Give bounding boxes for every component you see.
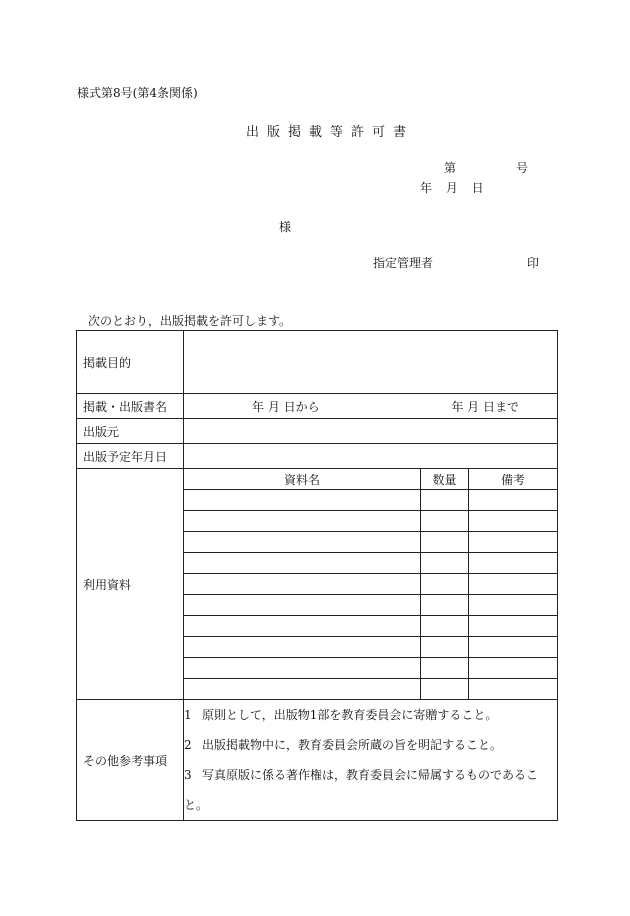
- table-row: [184, 637, 557, 658]
- table-row: [184, 511, 557, 532]
- publisher-field[interactable]: [184, 419, 558, 444]
- form-number: 様式第8号(第4条関係): [77, 86, 198, 100]
- addressee-suffix: 様: [279, 220, 292, 234]
- list-item: 3 写真原版に係る著作権は，教育委員会に帰属するものであること。: [184, 768, 539, 812]
- purpose-label: 掲載目的: [77, 331, 184, 394]
- table-row: [184, 616, 557, 637]
- table-row: [184, 658, 557, 679]
- notes-list: [184, 700, 558, 821]
- materials-table: [184, 469, 557, 699]
- publication-period: [184, 398, 557, 415]
- publisher-row: [77, 419, 558, 444]
- table-row: [184, 490, 557, 511]
- list-item: 1 原則として，出版物1部を教育委員会に寄贈すること。: [184, 708, 498, 722]
- table-row: [184, 679, 557, 700]
- remarks-header: 備考: [469, 469, 558, 490]
- period-to: 年 月 日まで: [451, 399, 519, 414]
- list-item: 2 出版掲載物中に，教育委員会所蔵の旨を明記すること。: [184, 738, 503, 752]
- other-notes-row: [77, 700, 558, 821]
- document-title: 出版掲載等許可書: [246, 125, 415, 140]
- period-from: 年 月 日から: [252, 399, 320, 414]
- materials-header-row: [184, 469, 557, 490]
- number-suffix: 号: [516, 161, 529, 175]
- schedule-label: 出版予定年月日: [77, 444, 184, 469]
- other-notes-label: その他参考事項: [77, 700, 184, 821]
- quantity-header: 数量: [421, 469, 469, 490]
- seal-mark: 印: [527, 256, 540, 270]
- publication-row: [77, 394, 558, 419]
- intro-text: 次のとおり，出版掲載を許可します。: [88, 314, 292, 328]
- issuer-label: 指定管理者: [373, 256, 434, 270]
- publication-label: 掲載・出版書名: [77, 394, 184, 419]
- materials-label: 利用資料: [77, 469, 184, 700]
- publisher-label: 出版元: [77, 419, 184, 444]
- schedule-row: [77, 444, 558, 469]
- table-row: [184, 532, 557, 553]
- table-row: [184, 595, 557, 616]
- permit-table: [76, 330, 558, 821]
- materials-row: [77, 469, 558, 700]
- number-prefix: 第: [444, 161, 457, 175]
- material-name-header: 資料名: [184, 469, 421, 490]
- purpose-row: [77, 331, 558, 394]
- table-row: [184, 574, 557, 595]
- schedule-field[interactable]: [184, 444, 558, 469]
- publication-field[interactable]: [184, 394, 558, 419]
- issue-date: 年 月 日: [420, 181, 484, 195]
- purpose-field[interactable]: [184, 331, 558, 394]
- table-row: [184, 553, 557, 574]
